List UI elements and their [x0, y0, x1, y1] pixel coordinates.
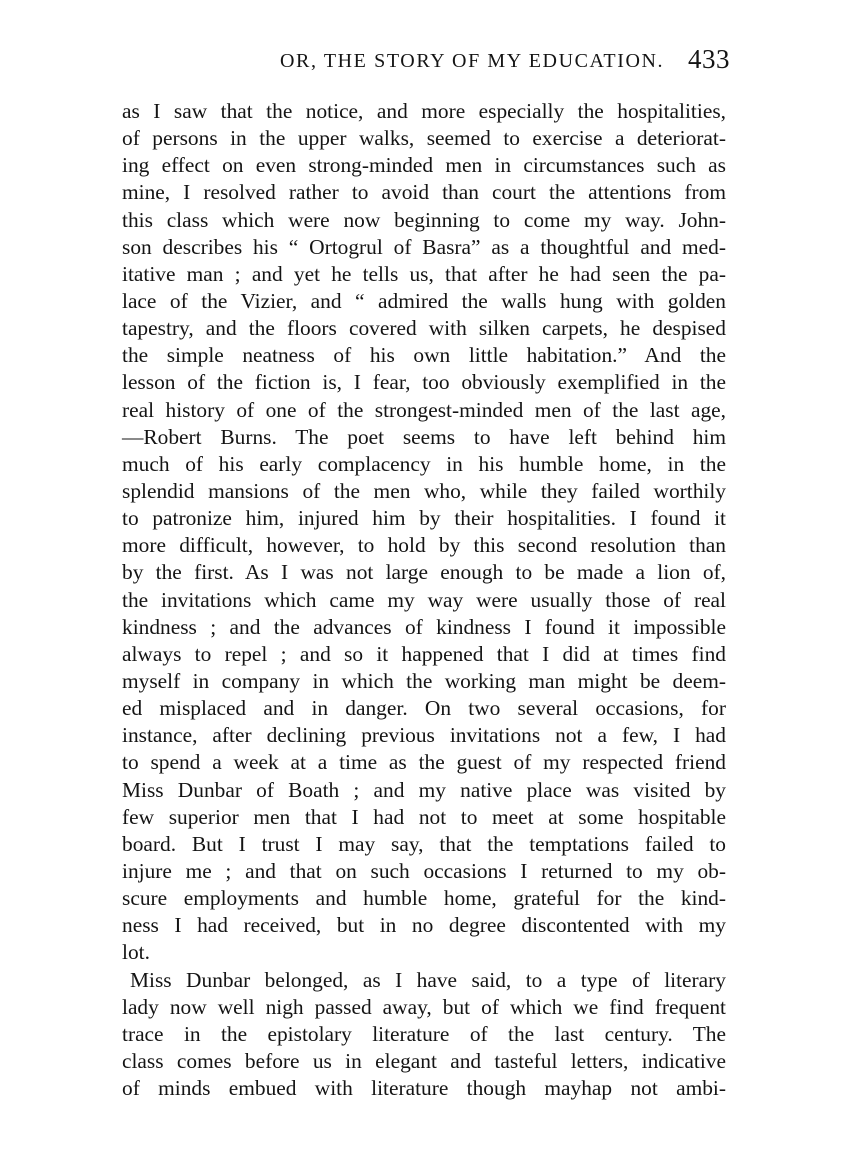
text-line: scure employments and humble home, grateful for the kind- — [122, 886, 726, 911]
text-line: real history of one of the strongest-minded men of the last age, — [122, 397, 726, 422]
text-line: as I saw that the notice, and more especially the hospitalities, — [122, 99, 726, 123]
text-line: board. But I trust I may say, that the temptations failed to — [122, 831, 726, 856]
text-line: of minds embued with literature though mayhap not ambi- — [122, 1076, 726, 1101]
text-line: always to repel ; and so it happened that I did at times find — [122, 641, 726, 666]
text-line-paragraph-end: lot. — [122, 940, 150, 965]
text-line: lace of the Vizier, and “ admired the walls hung with golden — [122, 288, 726, 313]
text-line: class comes before us in elegant and tasteful letters, indicative — [122, 1048, 726, 1073]
text-line: the invitations which came my way were usually those of real — [122, 587, 726, 612]
text-line: instance, after declining previous invitations not a few, I had — [122, 723, 726, 748]
text-line: of persons in the upper walks, seemed to exercise a deteriorat- — [122, 126, 726, 151]
text-line: mine, I resolved rather to avoid than court the attentions from — [122, 180, 726, 205]
text-line: ed misplaced and in danger. On two several occasions, for — [122, 696, 726, 721]
text-line: by the first. As I was not large enough to be made a lion of, — [122, 560, 726, 585]
text-line: kindness ; and the advances of kindness I found it impossible — [122, 614, 726, 639]
text-line: this class which were now beginning to come my way. John- — [122, 207, 726, 232]
text-line: myself in company in which the working man might be deem- — [122, 668, 726, 693]
text-line: itative man ; and yet he tells us, that after he had seen the pa- — [122, 261, 726, 286]
text-line: the simple neatness of his own little habitation.” And the — [122, 343, 726, 368]
text-line: son describes his “ Ortogrul of Basra” as a thoughtful and med- — [122, 234, 726, 259]
text-line: injure me ; and that on such occasions I returned to my ob- — [122, 858, 726, 883]
text-line-paragraph-start: Miss Dunbar belonged, as I have said, to a type of literary — [130, 967, 726, 992]
text-line: few superior men that I had not to meet at some hospitable — [122, 804, 726, 829]
text-line: —Robert Burns. The poet seems to have left behind him — [122, 424, 726, 449]
text-line: more difficult, however, to hold by this second resolution than — [122, 533, 726, 558]
running-head — [120, 44, 730, 78]
running-head-title: OR, THE STORY OF MY EDUCATION. — [280, 50, 665, 72]
text-line: tapestry, and the floors covered with silken carpets, he despised — [122, 316, 726, 341]
text-line: much of his early complacency in his humble home, in the — [122, 451, 726, 476]
text-line: to spend a week at a time as the guest of my respected friend — [122, 750, 726, 775]
text-line: ness I had received, but in no degree discontented with my — [122, 913, 726, 938]
text-line: Miss Dunbar of Boath ; and my native place was visited by — [122, 777, 726, 802]
text-line: splendid mansions of the men who, while they failed worthily — [122, 478, 726, 503]
text-line: trace in the epistolary literature of the last century. The — [122, 1021, 726, 1046]
text-line: lesson of the fiction is, I fear, too obviously exemplified in the — [122, 370, 726, 395]
text-line: ing effect on even strong-minded men in circumstances such as — [122, 153, 726, 178]
body-text — [122, 98, 726, 1102]
text-line: lady now well nigh passed away, but of which we find frequent — [122, 994, 726, 1019]
page-number: 433 — [688, 44, 730, 74]
text-line: to patronize him, injured him by their hospitalities. I found it — [122, 506, 726, 531]
